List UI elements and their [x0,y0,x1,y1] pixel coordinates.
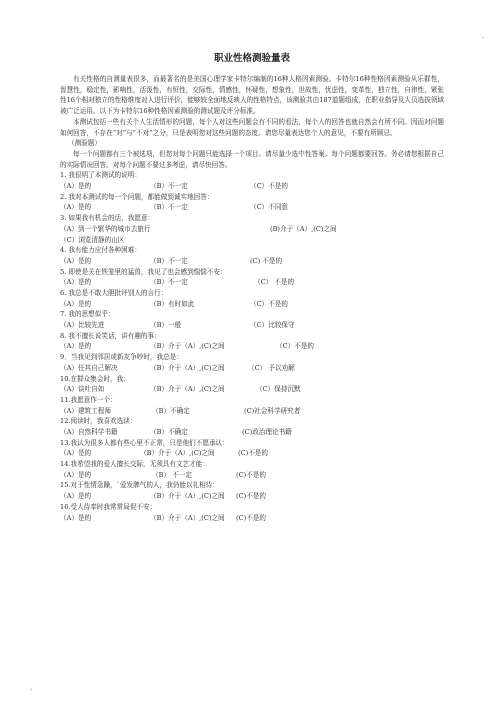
options-row [60,224,444,235]
question-text: 9．当我见到邻居或新友争吵时，我总是： [60,353,183,362]
option-b[interactable]: （B） 不一定 [152,470,192,479]
question-text: 14.我希望我的爱人擅长交际，无须具有文艺才能： [60,460,209,469]
option-a[interactable]: （A）到一个繁华的城市去旅行 [60,224,151,233]
option-b[interactable]: （B）不确定 [150,428,188,437]
option-c[interactable]: (C) 不是的 [250,256,283,265]
option-c[interactable]: （C）不是的 [250,182,289,191]
option-a[interactable]: （A）是的 [60,449,92,458]
question-text: 1. 我很明了本测试的说明： [60,171,141,180]
option-b[interactable]: （B）不一定 [150,182,188,191]
option-b[interactable]: （B）介于（A）,(C)之间 [150,492,225,501]
option-a[interactable]: （A）是的 [60,492,92,501]
option-a[interactable]: （A）谈吐自如 [60,385,105,394]
option-c[interactable]: （C） 予以劝解 [248,363,295,372]
option-a[interactable]: （A）是的 [60,278,92,287]
option-c[interactable]: (C)政治理论书籍 [242,428,292,437]
question-text: 2. 我对本测试的每一个问题，都能做到诚实地回答： [60,192,214,201]
question-text: 8. 我不擅长说笑话，讲有趣的事： [60,331,161,340]
option-a[interactable]: （A）是的 [60,299,92,308]
options-row [60,491,444,502]
page-title: 职业性格测验量表 [213,53,290,64]
options-row [60,384,444,395]
question-text: 11.我愿意作一个： [60,395,117,404]
options-row [60,277,444,288]
option-a[interactable]: （A）是的 [60,513,92,522]
option-c[interactable]: （C）浏览清静的山区 [60,235,125,244]
question-text: 13.我认为很多人都有些心里不正常，只是他们不愿承认： [60,438,229,447]
option-a[interactable]: （A）是的 [60,470,92,479]
corner-mark-bottom: . [30,683,33,692]
options-row [60,363,444,374]
option-b[interactable]: （B）不一定 [150,278,188,287]
option-c[interactable]: (C)社会科学研究者 [244,406,301,415]
option-b[interactable]: （B）介于（A）,(C)之间 [150,385,225,394]
question-text: 10.在群众集会时，我： [60,374,130,383]
option-a[interactable]: （A）是的 [60,203,92,212]
option-b[interactable]: （B）介于（A）,(C)之间 [150,513,225,522]
intro-paragraph-2: 本测试包括一些有关个人生活情形的问题，每个人对这些问题会有不同的看法，每个人的回答也就自然会有所不同。因而对问题如何回答，不存在“对”与“不对”之分，只是表明您对这些问题的态度。请您尽量表达您个人的意见，不要有所顾忌。 [60,117,444,137]
option-b[interactable]: （B）介于（A）,(C)之间 [150,363,225,372]
question-text: 15.对于性情急躁，`爱发脾气的人，我仍能以礼相待： [60,481,219,490]
question-text: 16.受人侍奉时我常常局促不安： [60,502,157,511]
corner-mark-top: . [482,31,485,40]
question-text: 5. 即使是关在铁笼里的猛兽，我见了也会感到惴惴不安： [60,267,227,276]
option-a[interactable]: （A）是的 [60,256,92,265]
option-c[interactable]: （C）保持沉默 [256,385,301,394]
option-b[interactable]: （B）一般 [150,321,182,330]
option-b[interactable]: (B)介于（A）,(C)之间 [270,224,337,233]
options-row [60,427,444,438]
options-row [60,320,444,331]
question-text: 7. 我的思想似乎： [60,310,115,319]
option-b[interactable]: （B）介于（A）,(C)之间 [140,449,215,458]
option-a[interactable]: （A）是的 [60,342,92,351]
option-a[interactable]: （A）是的 [60,182,92,191]
question-text: 12.阅读时，我喜欢选读： [60,417,137,426]
option-a[interactable]: （A）自然科学书籍 [60,428,118,437]
options-row [60,299,444,310]
option-b[interactable]: （B）不确定 [152,406,190,415]
option-b[interactable]: （B）不一定 [150,203,188,212]
question-text: 3. 如果我有机会的话，我愿意： [60,214,155,223]
options-row [60,448,444,459]
option-c[interactable]: （C）不同意 [250,203,289,212]
options-row [60,470,444,481]
option-b[interactable]: （B）有时如此 [150,299,195,308]
option-c[interactable]: （C）比较保守 [250,321,295,330]
options-row [60,202,444,213]
option-a[interactable]: （A）任其自己解决 [60,363,118,372]
intro-paragraph-1: 有关性格的自测量表很多，而最著名的是美国心理学家卡特尔编制的16种人格因素测验。卡特尔16种性格因素测验从乐群性，智慧性，稳定性，影响性，活泼性，有恒性，交际性，情感性，怀疑性，想象性，世故性，忧虑性，变革性，独立性，自律性，紧张性16个相对独立的性格维度对人进行评价，能够较全面地反映人的性格特点，该测验共由187道题组成，在职业指导及人员选拔领域被广泛运用。以下为卡特尔16种性格因素测验的测试题及评分标准。 [60,75,444,116]
option-c[interactable]: (C)不是的 [238,449,268,458]
option-c[interactable]: （C）不是的 [276,342,315,351]
option-b[interactable]: （B）不一定 [150,256,188,265]
options-row [60,256,444,267]
option-a[interactable]: （A）建筑工程师 [60,406,111,415]
question-text: 6. 我总是不敢大胆批评别人的言行： [60,288,168,297]
section-heading: （测验题） [68,139,101,148]
option-c[interactable]: (C)不是的 [236,513,266,522]
option-c[interactable]: （C） 不是的 [254,278,295,287]
instructions-paragraph: 每一个问题都有三个被选项，但您对每个问题只能选择一个项目。请尽量少选中性答案。每个问题都要回答。务必请您根据自己的实际情况回答。对每个问题不要过多考虑，请尽快回答。 [60,149,444,169]
options-row [60,181,444,192]
options-row [60,406,444,417]
document-page [60,53,444,523]
question-list [60,170,444,523]
option-b[interactable]: （B）介于（A）,(C)之间 [150,342,225,351]
options-row [60,513,444,524]
options-row [60,341,444,352]
question-text: 4. 我有能力应付各种困难： [60,246,141,255]
option-c[interactable]: (C)不是的 [236,470,266,479]
option-c[interactable]: （C）不是的 [250,299,289,308]
option-c[interactable]: (C)不是的 [236,492,266,501]
options-row-extra [60,235,444,246]
option-a[interactable]: （A）比较先进 [60,321,105,330]
